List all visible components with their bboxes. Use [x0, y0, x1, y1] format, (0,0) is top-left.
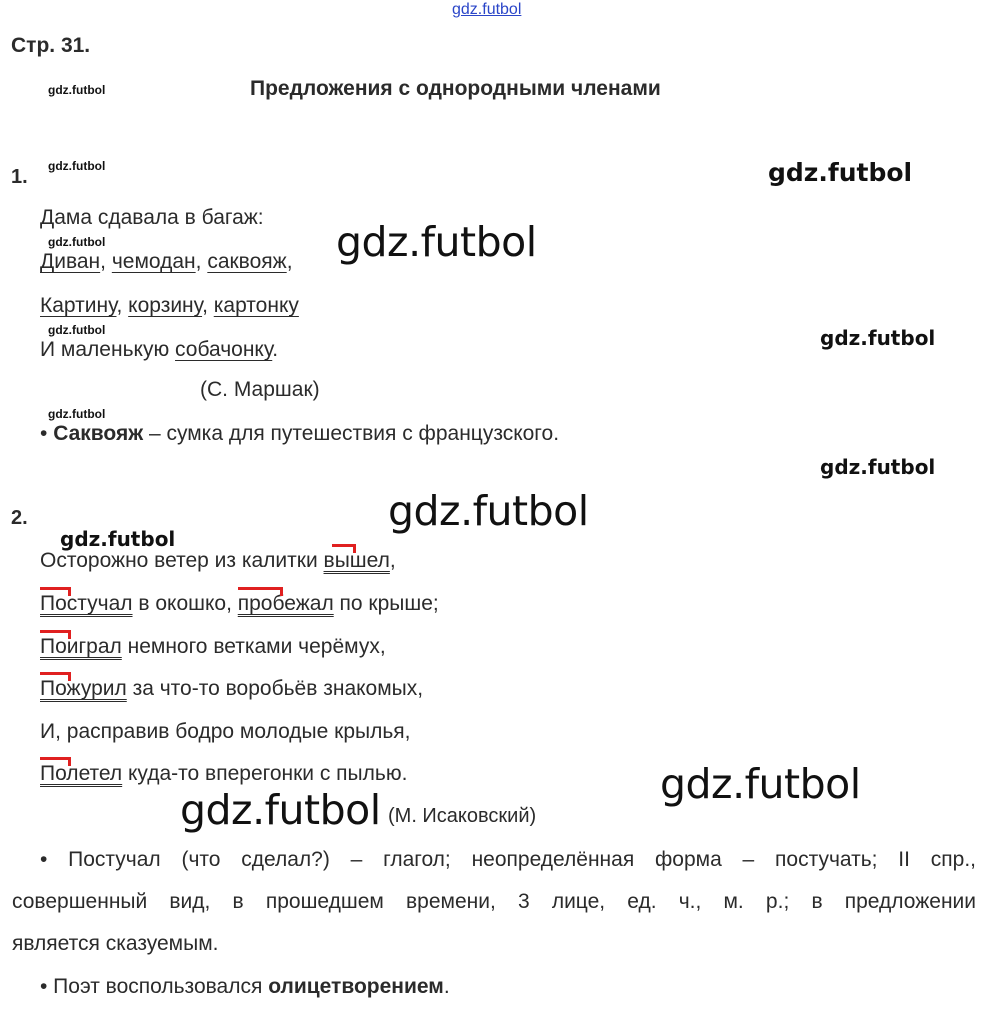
watermark: gdz.futbol — [768, 158, 913, 187]
predicate-word: Постучал — [40, 592, 133, 615]
separator: , — [286, 250, 293, 273]
note — [40, 422, 559, 446]
homogeneous-member: Картину — [40, 294, 117, 317]
poem-line — [40, 338, 278, 362]
poem-text: куда-то вперегонки с пылью. — [122, 762, 408, 785]
analysis-term: олицетворением — [268, 975, 444, 998]
watermark: gdz.futbol — [48, 323, 106, 337]
watermark-large: gdz.futbol — [336, 218, 537, 266]
homogeneous-member: чемодан — [111, 250, 196, 273]
poem-line — [40, 762, 407, 786]
poem-line — [40, 720, 411, 744]
analysis-text: • Поэт воспользовался — [40, 975, 269, 998]
separator: , — [389, 549, 396, 572]
poem-text: за что-то воробьёв знакомых, — [126, 677, 424, 700]
poem-line — [40, 635, 386, 659]
page-number: Стр. 31. — [11, 34, 91, 57]
watermark: gdz.futbol — [820, 326, 936, 350]
analysis-line: • Постучал (что сделал?) – глагол; неопределённая форма – постучать; II спр., — [40, 848, 976, 871]
task-number: 2. — [11, 507, 28, 529]
predicate-word: Пожурил — [40, 677, 127, 700]
poem-text: Дама сдавала в багаж: — [40, 206, 264, 229]
predicate — [40, 592, 133, 615]
predicate — [40, 635, 122, 658]
watermark-large: gdz.futbol — [180, 786, 381, 834]
separator: . — [272, 338, 279, 361]
poem-line — [40, 549, 396, 573]
analysis-text: . — [443, 975, 450, 998]
poem-author: (С. Маршак) — [200, 378, 320, 401]
poem-line — [40, 250, 293, 274]
predicate-word: вышел — [323, 549, 390, 572]
ending-mark — [40, 587, 71, 596]
poem-line — [40, 294, 299, 318]
watermark: gdz.futbol — [48, 83, 106, 97]
homogeneous-member: корзину — [128, 294, 203, 317]
predicate — [238, 592, 334, 615]
watermark: gdz.futbol — [820, 455, 936, 479]
note-term: Саквояж — [53, 422, 144, 445]
analysis-line — [40, 975, 450, 999]
page-title: Предложения с однородными членами — [250, 77, 661, 100]
poem-line — [40, 592, 439, 616]
predicate — [40, 762, 122, 785]
watermark: gdz.futbol — [48, 235, 106, 249]
poem-author: (М. Исаковский) — [388, 805, 537, 827]
homogeneous-member: собачонку — [175, 338, 273, 361]
poem-text: по крыше; — [333, 592, 439, 615]
poem-text: в окошко, — [132, 592, 238, 615]
homogeneous-member: картонку — [213, 294, 299, 317]
predicate-word: пробежал — [237, 592, 334, 615]
poem-line — [40, 206, 264, 230]
watermark: gdz.futbol — [60, 527, 176, 551]
analysis-line: является сказуемым. — [12, 932, 219, 955]
task-number: 1. — [11, 166, 28, 188]
analysis-line: совершенный вид, в прошедшем времени, 3 лице, ед. ч., м. р.; в предложении — [12, 890, 976, 913]
poem-text: немного ветками черёмух, — [121, 635, 386, 658]
poem-line — [40, 677, 423, 701]
ending-mark — [40, 757, 71, 766]
separator: , — [100, 250, 112, 273]
separator: , — [195, 250, 208, 273]
predicate — [324, 549, 390, 572]
homogeneous-member: саквояж — [207, 250, 287, 273]
watermark: gdz.futbol — [48, 159, 106, 173]
poem-text: Осторожно ветер из калитки — [40, 549, 324, 572]
note-text: – сумка для путешествия с французского. — [143, 422, 560, 445]
predicate — [40, 677, 127, 700]
watermark-large: gdz.futbol — [388, 487, 589, 535]
ending-mark — [332, 544, 356, 553]
predicate-word: Поиграл — [40, 635, 122, 658]
separator: , — [202, 294, 214, 317]
watermark: gdz.futbol — [48, 407, 106, 421]
top-watermark-link[interactable]: gdz.futbol — [452, 1, 522, 18]
ending-mark — [40, 630, 71, 639]
homogeneous-member: Диван — [40, 250, 101, 273]
separator: , — [116, 294, 129, 317]
bullet: • — [40, 422, 54, 445]
ending-mark — [238, 587, 283, 596]
poem-text: И, расправив бодро молодые крылья, — [40, 720, 411, 743]
poem-text: И маленькую — [40, 338, 176, 361]
ending-mark — [40, 672, 71, 681]
predicate-word: Полетел — [40, 762, 123, 785]
watermark-large: gdz.futbol — [660, 760, 861, 808]
